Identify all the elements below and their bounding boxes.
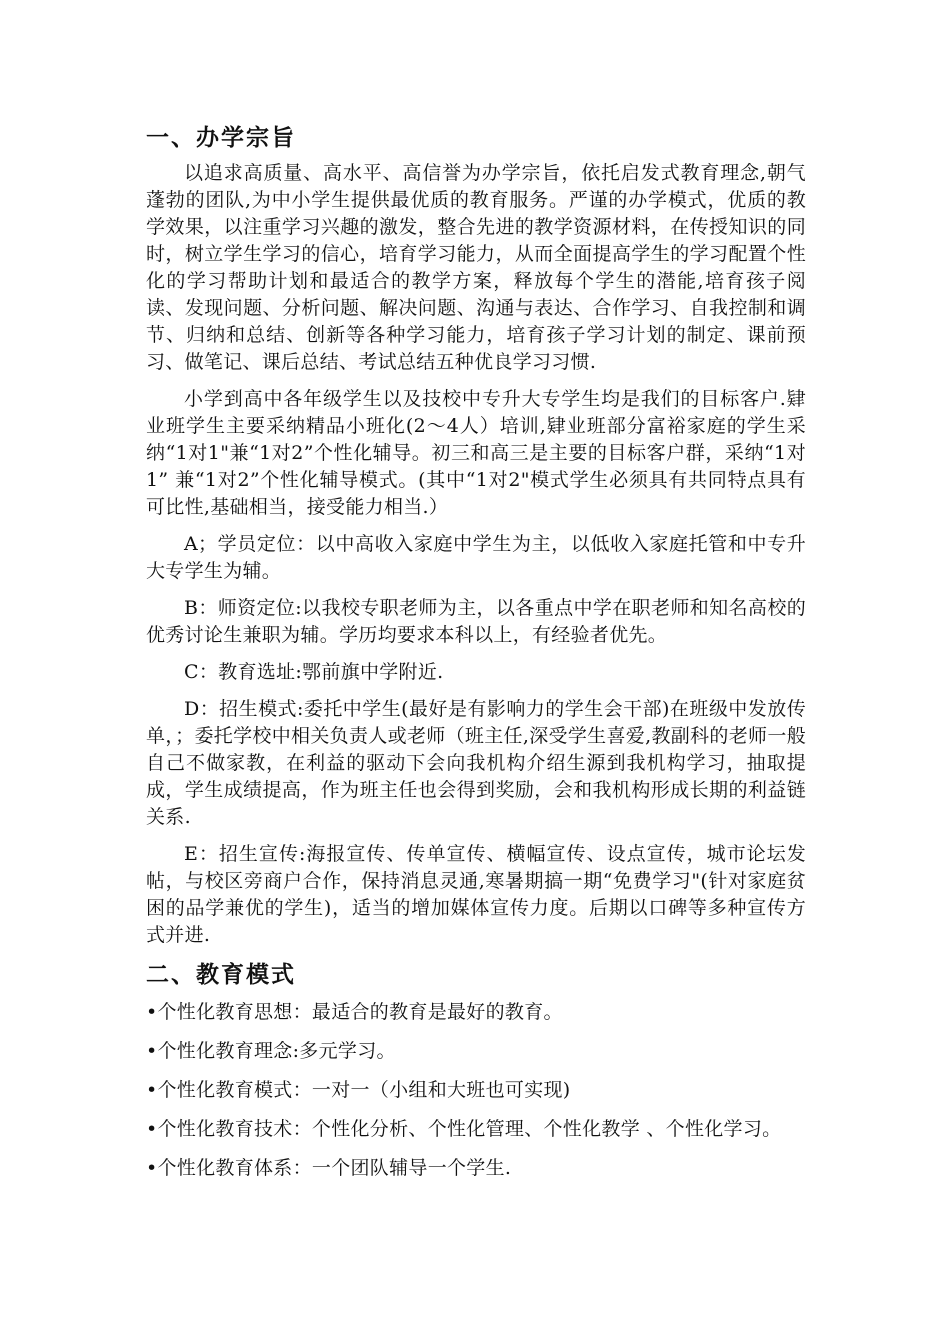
bullet-education-philosophy: •个性化教育思想：最适合的教育是最好的教育。 — [146, 1001, 563, 1023]
paragraph-teacher-positioning: B：师资定位:以我校专职老师为主，以各重点中学在职老师和知名高校的优秀讨论生兼职为辅。学历均要求本科以上，有经验者优先。 — [146, 597, 806, 646]
paragraph-target-customers: 小学到高中各年级学生以及技校中专升大专学生均是我们的目标客户.肄业班学生主要采纳精品小班化(2～4人）培训,肄业班部分富裕家庭的学生采纳“1对1"兼“1对2”个性化辅导。初三和高三是主要的目标客户群，采纳“1对1” 兼“1对2”个性化辅导模式。(其中“1对2"模式学生必须具有共同特点具有可比性,基础相当，接受能力相当.） — [146, 388, 806, 518]
section-heading-education-model: 二、教育模式 — [146, 962, 296, 988]
document-page — [146, 122, 806, 1194]
bullet-education-mode: •个性化教育模式：一对一（小组和大班也可实现) — [146, 1079, 571, 1101]
paragraph-location: C：教育选址:鄂前旗中学附近. — [184, 661, 444, 683]
bullet-education-system: •个性化教育体系：一个团队辅导一个学生. — [146, 1157, 512, 1179]
bullet-education-technique: •个性化教育技术：个性化分析、个性化管理、个性化教学 、个性化学习。 — [146, 1118, 782, 1140]
section-heading-mission: 一、办学宗旨 — [146, 125, 296, 151]
paragraph-mission-statement: 以追求高质量、高水平、高信誉为办学宗旨，依托启发式教育理念,朝气蓬勃的团队,为中小学生提供最优质的教育服务。严谨的办学模式，优质的教学效果，以注重学习兴趣的激发，整合先进的教学资源材料，在传授知识的同时，树立学生学习的信心，培育学习能力，从而全面提高学生的学习配置个性化的学习帮助计划和最适合的教学方案，释放每个学生的潜能,培育孩子阅读、发现问题、分析问题、解决问题、沟通与表达、合作学习、自我控制和调节、归纳和总结、创新等各种学习能力，培育孩子学习计划的制定、课前预习、做笔记、课后总结、考试总结五种优良学习习惯. — [146, 162, 806, 373]
paragraph-student-positioning: A；学员定位：以中高收入家庭中学生为主，以低收入家庭托管和中专升大专学生为辅。 — [146, 533, 806, 582]
paragraph-enrollment-promotion: E：招生宣传:海报宣传、传单宣传、横幅宣传、设点宣传，城市论坛发帖，与校区旁商户合作，保持消息灵通,寒暑期搞一期“免费学习"(针对家庭贫困的品学兼优的学生)，适当的增加媒体宣传力度。后期以口碑等多种宣传方式并进. — [146, 843, 806, 946]
bullet-education-concept: •个性化教育理念:多元学习。 — [146, 1040, 396, 1062]
paragraph-enrollment-model: D：招生模式:委托中学生(最好是有影响力的学生会干部)在班级中发放传单，；委托学校中相关负责人或老师（班主任,深受学生喜爱,教副科的老师一般自己不做家教，在利益的驱动下会向我机构介绍生源到我机构学习，抽取提成，学生成绩提高，作为班主任也会得到奖励，会和我机构形成长期的利益链关系. — [146, 698, 806, 828]
